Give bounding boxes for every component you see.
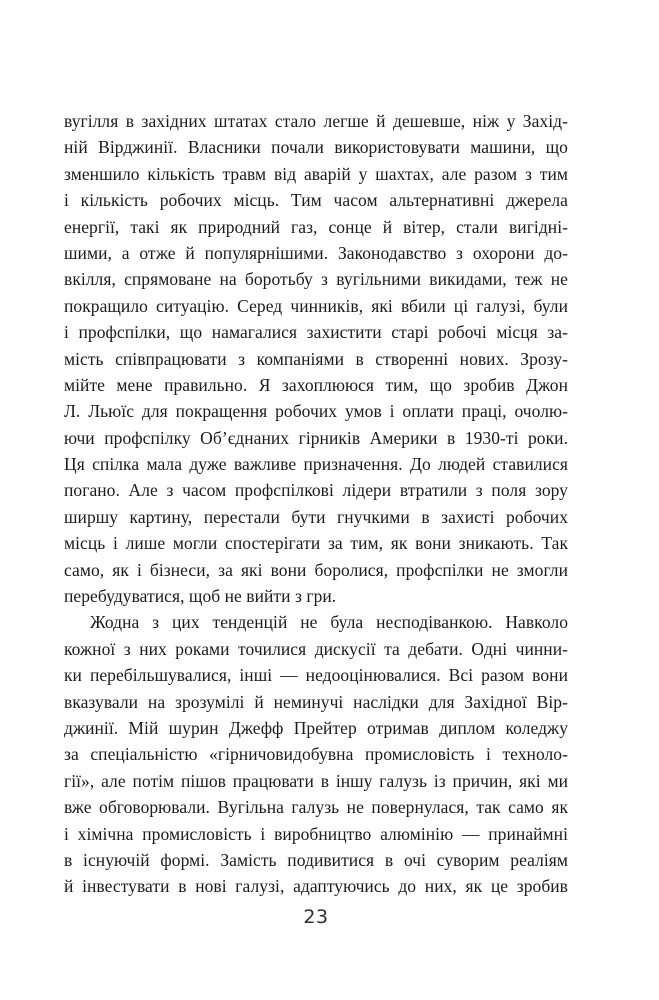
text-line: ширшу картину, перестали бути гнучкими в захисті робочих <box>64 506 568 527</box>
text-line: і профспілки, що намагалися захистити старі робочі місця за- <box>64 322 568 343</box>
text-line: шими, а отже й популярнішими. Законодавство з охорони до- <box>64 242 568 263</box>
text-line: джинії. Мій шурин Джефф Прейтер отримав диплом коледжу <box>64 717 568 738</box>
text-line: вже обговорювали. Вугільна галузь не повернулася, так само як <box>64 797 568 818</box>
text-line: вказували на зрозумілі й неминучі наслідки для Західної Вір- <box>64 691 568 712</box>
page-number: 23 <box>303 906 329 928</box>
text-line: гії», але потім пішов працювати в іншу галузь із причин, які ми <box>64 770 568 791</box>
text-line: ній Вірджинії. Власники почали використовувати машини, що <box>64 137 568 158</box>
text-line: само, як і бізнеси, за які вони боролися, профспілки не змогли <box>64 559 568 580</box>
text-line: ючи профспілку Об’єднаних гірників Америки в 1930-ті роки. <box>64 427 568 448</box>
text-line: погано. Але з часом профспілкові лідери втратили з поля зору <box>64 480 568 501</box>
text-line: місць і лише могли спостерігати за тим, як вони зникають. Так <box>64 533 568 554</box>
text-line: кожної з них роками точилися дискусії та дебати. Одні чинни- <box>64 638 568 659</box>
paragraph <box>64 609 568 899</box>
text-line: мійте мене правильно. Я захоплююся тим, що зробив Джон <box>64 374 568 395</box>
text-line: покращило ситуацію. Серед чинників, які вбили ці галузі, були <box>64 295 568 316</box>
text-line: енергії, такі як природний газ, сонце й вітер, стали вигідні- <box>64 216 568 237</box>
text-line: і хімічна промисловість і виробництво алюмінію — принаймні <box>64 823 568 844</box>
text-line: перебудуватися, щоб не вийти з гри. <box>64 586 337 607</box>
paragraph <box>64 108 568 609</box>
text-line: вугілля в західних штатах стало легше й дешевше, ніж у Захід- <box>64 111 568 131</box>
text-line: і кількість робочих місць. Тим часом альтернативні джерела <box>64 190 568 211</box>
text-line: Ця спілка мала дуже важливе призначення. До людей ставилися <box>64 454 568 475</box>
text-line: мість співпрацювати з компаніями в створенні нових. Зрозу- <box>64 348 568 369</box>
text-line: ки перебільшувалися, інші — недооцінювалися. Всі разом вони <box>64 665 568 686</box>
text-line: зменшило кількість травм від аварій у шахтах, але разом з тим <box>64 163 568 184</box>
text-line: вкілля, спрямоване на боротьбу з вугільними викидами, теж не <box>64 269 568 290</box>
text-line: за спеціальністю «гірничовидобувна промисловість і техноло- <box>64 744 568 765</box>
text-line: й інвестувати в нові галузі, адаптуючись до них, як це зробив <box>64 876 568 897</box>
text-line: в існуючій формі. Замість подивитися в очі суворим реаліям <box>64 849 568 870</box>
text-line: Жодна з цих тенденцій не була несподіванкою. Навколо <box>90 612 568 633</box>
text-line: Л. Льюїс для покращення робочих умов і оплати праці, очолю- <box>64 401 568 422</box>
text-block <box>64 108 568 900</box>
